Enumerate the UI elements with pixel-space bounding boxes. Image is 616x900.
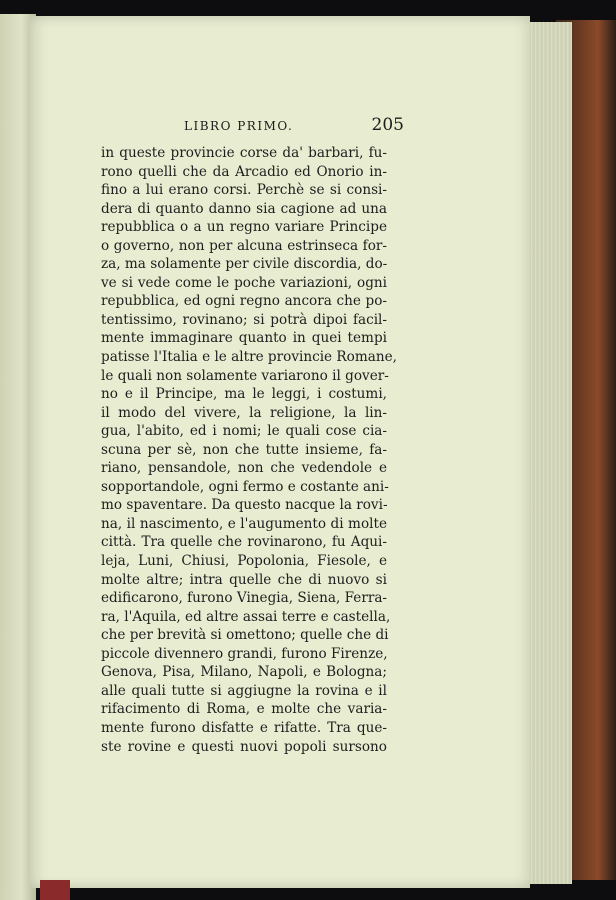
text-line: no e il Principe, ma le leggi, i costumi, (101, 386, 387, 403)
text-line: ste rovine e questi nuovi popoli sursono (101, 738, 387, 755)
text-line: che per brevità si omettono; quelle che di (101, 627, 389, 644)
text-line: mente immaginare quanto in quei tempi (101, 330, 387, 347)
text-line: le quali non solamente variarono il gover- (101, 367, 389, 384)
text-line: repubblica, ed ogni regno ancora che po- (101, 293, 387, 310)
text-line: mente furono disfatte e rifatte. Tra que- (101, 719, 387, 736)
text-line: leja, Luni, Chiusi, Popolonia, Fiesole, e (101, 553, 387, 570)
text-line: dera di quanto danno sia cagione ad una (101, 200, 387, 217)
text-line: gua, l'abito, ed i nomi; le quali cose cia- (101, 423, 387, 440)
body-text (101, 144, 397, 756)
text-line: edificarono, furono Vinegia, Siena, Ferra- (101, 590, 388, 607)
text-line: mo spaventare. Da questo nacque la rovi- (101, 497, 388, 514)
text-line: patisse l'Italia e le altre provincie Romane, (101, 349, 397, 366)
text-line: repubblica o a un regno variare Principe (101, 219, 387, 236)
text-line: rono quelli che da Arcadio ed Onorio in- (101, 163, 387, 180)
text-line: molte altre; intra quelle che di nuovo si (101, 571, 387, 588)
running-head: LIBRO PRIMO. (184, 119, 294, 133)
text-line: scuna per sè, non che tutte insieme, fa- (101, 441, 387, 458)
text-line: città. Tra quelle che rovinarono, fu Aqui- (101, 534, 387, 551)
text-line: riano, pensandole, non che vedendole e (101, 460, 387, 477)
page-header (100, 115, 404, 139)
text-line: il modo del vivere, la religione, la lin- (101, 404, 387, 421)
bookmark-ribbon (40, 880, 70, 900)
text-line: ra, l'Aquila, ed altre assai terre e castella, (101, 608, 391, 625)
text-line: sopportandole, ogni fermo e costante ani- (101, 478, 389, 495)
text-line: o governo, non per alcuna estrinseca for- (101, 237, 387, 254)
text-line: ve si vede come le poche variazioni, ogni (101, 274, 387, 291)
text-line: piccole divennero grandi, furono Firenze, (101, 645, 388, 662)
text-line: in queste provincie corse da' barbari, fu- (101, 145, 387, 161)
text-line: Genova, Pisa, Milano, Napoli, e Bologna; (101, 664, 387, 681)
text-line: rifacimento di Roma, e molte che varia- (101, 701, 387, 718)
text-line: fino a lui erano corsi. Perchè se si consi- (101, 182, 387, 199)
page-number: 205 (371, 115, 404, 135)
text-line: na, il nascimento, e l'augumento di molte (101, 515, 387, 532)
text-line: alle quali tutte si aggiugne la rovina e il (101, 682, 387, 699)
text-line: tentissimo, rovinano; si potrà dipoi facil- (101, 311, 387, 328)
text-line: za, ma solamente per civile discordia, do- (101, 256, 388, 273)
